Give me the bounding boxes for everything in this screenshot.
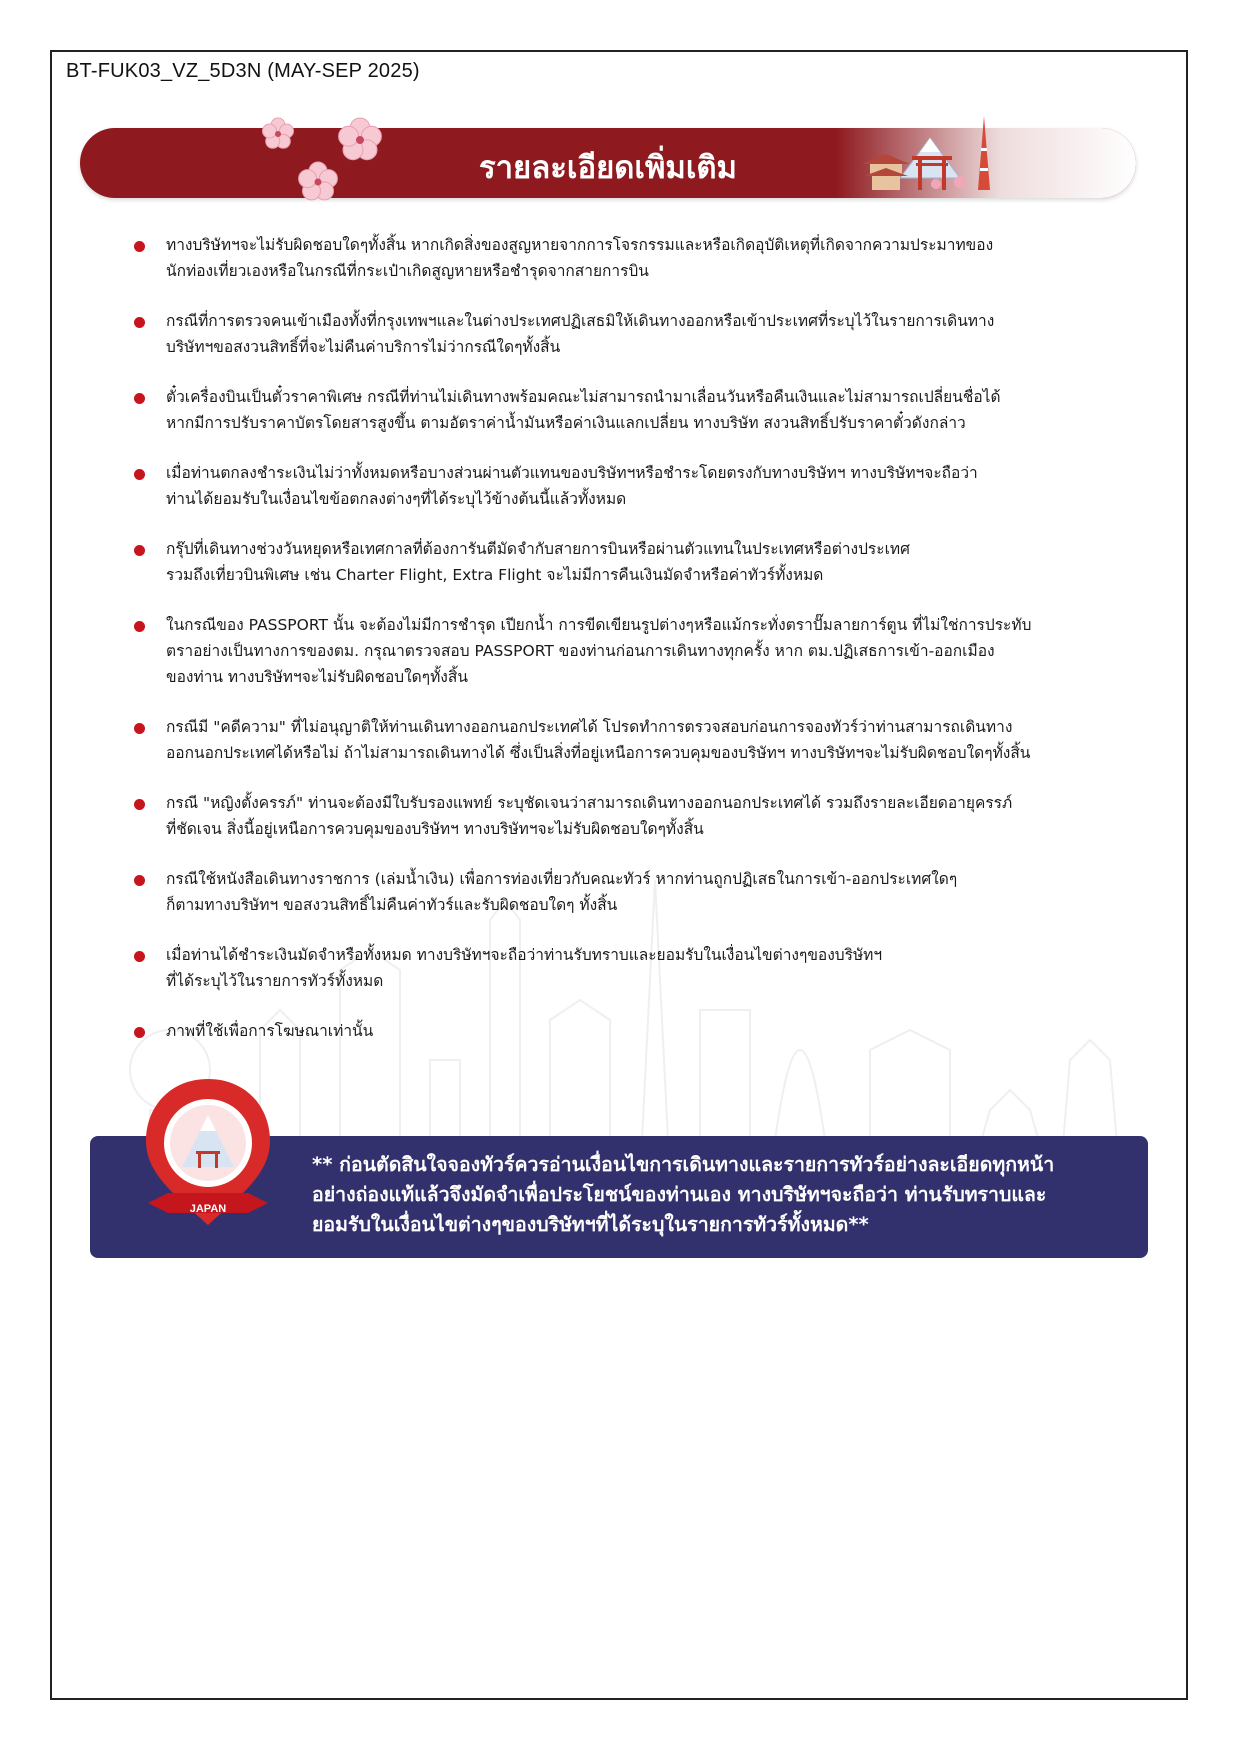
term-line: ภาพที่ใช้เพื่อการโฆษณาเท่านั้น <box>166 1022 374 1040</box>
list-item <box>130 1018 1090 1044</box>
term-line: หากมีการปรับราคาบัตรโดยสารสูงขึ้น ตามอัตราค่าน้ำมันหรือค่าเงินแลกเปลี่ยน ทางบริษัท สงวนสิทธิ์ปรับราคาตั๋วดังกล่าว <box>166 414 966 432</box>
term-line: กรุ๊ปที่เดินทางช่วงวันหยุดหรือเทศกาลที่ต้องการันตีมัดจำกับสายการบินหรือผ่านตัวแทนในประเทศหรือต่างประเทศ <box>166 540 910 558</box>
list-item <box>130 460 1090 512</box>
term-line: ออกนอกประเทศได้หรือไม่ ถ้าไม่สามารถเดินทางได้ ซึ่งเป็นสิ่งที่อยู่เหนือการควบคุมของบริษัทฯ ทางบริษัทฯจะไม่รับผิดชอบใดๆทั้งสิ้น <box>166 744 1031 762</box>
bullet-icon <box>134 1027 145 1038</box>
term-line: กรณี "หญิงตั้งครรภ์" ท่านจะต้องมีใบรับรองแพทย์ ระบุชัดเจนว่าสามารถเดินทางออกนอกประเทศได้ รวมถึงรายละเอียดอายุครรภ์ <box>166 794 1013 812</box>
list-item <box>130 790 1090 842</box>
badge-label: JAPAN <box>189 1203 227 1215</box>
term-line: กรณีใช้หนังสือเดินทางราชการ (เล่มน้ำเงิน) เพื่อการท่องเที่ยวกับคณะทัวร์ หากท่านถูกปฏิเสธในการเข้า-ออกประเทศใดๆ <box>166 870 958 888</box>
term-line: นักท่องเที่ยวเองหรือในกรณีที่กระเป๋าเกิดสูญหายหรือชำรุดจากสายการบิน <box>166 262 649 280</box>
notice-line: ** ก่อนตัดสินใจจองทัวร์ควรอ่านเงื่อนไขการเดินทางและรายการทัวร์อย่างละเอียดทุกหน้า <box>312 1153 1055 1176</box>
bullet-icon <box>134 799 145 810</box>
temple-icon <box>862 154 910 190</box>
term-line: บริษัทฯขอสงวนสิทธิ์ที่จะไม่คืนค่าบริการไม่ว่ากรณีใดๆทั้งสิ้น <box>166 338 561 356</box>
term-line: ทางบริษัทฯจะไม่รับผิดชอบใดๆทั้งสิ้น หากเกิดสิ่งของสูญหายจากการโจรกรรมและหรือเกิดอุบัติเหตุที่เกิดจากความประมาทของ <box>166 236 994 254</box>
bullet-icon <box>134 951 145 962</box>
term-line: กรณีที่การตรวจคนเข้าเมืองทั้งที่กรุงเทพฯและในต่างประเทศปฏิเสธมิให้เดินทางออกหรือเข้าประเทศที่ระบุไว้ในรายการเดินทาง <box>166 312 995 330</box>
list-item <box>130 612 1090 690</box>
tokyo-tower-icon <box>978 116 990 190</box>
list-item <box>130 384 1090 436</box>
list-item <box>130 308 1090 360</box>
term-line: กรณีมี "คดีความ" ที่ไม่อนุญาติให้ท่านเดินทางออกนอกประเทศได้ โปรดทำการตรวจสอบก่อนการจองทัวร์ว่าท่านสามารถเดินทาง <box>166 718 1013 736</box>
bullet-icon <box>134 875 145 886</box>
term-line: ที่ชัดเจน สิ่งนี้อยู่เหนือการควบคุมของบริษัทฯ ทางบริษัทฯจะไม่รับผิดชอบใดๆทั้งสิ้น <box>166 820 704 838</box>
terms-list <box>130 232 1090 1044</box>
list-item <box>130 232 1090 284</box>
bullet-icon <box>134 545 145 556</box>
list-item <box>130 536 1090 588</box>
notice-line: ยอมรับในเงื่อนไขต่างๆของบริษัทฯที่ได้ระบุในรายการทัวร์ทั้งหมด** <box>312 1213 869 1236</box>
list-item <box>130 714 1090 766</box>
term-line: เมื่อท่านได้ชำระเงินมัดจำหรือทั้งหมด ทางบริษัทฯจะถือว่าท่านรับทราบและยอมรับในเงื่อนไขต่างๆของบริษัทฯ <box>166 946 883 964</box>
term-line: ท่านได้ยอมรับในเงื่อนไขข้อตกลงต่างๆที่ได้ระบุไว้ข้างต้นนี้แล้วทั้งหมด <box>166 490 627 508</box>
term-line: ก็ตามทางบริษัทฯ ขอสงวนสิทธิ์ไม่คืนค่าทัวร์และรับผิดชอบใดๆ ทั้งสิ้น <box>166 896 618 914</box>
cherry-blossom-icon <box>250 112 420 212</box>
term-line: ตราอย่างเป็นทางการของตม. กรุณาตรวจสอบ PASSPORT ของท่านก่อนการเดินทางทุกครั้ง หาก ตม.ปฏิเสธการเข้า-ออกเมือง <box>166 642 995 660</box>
bullet-icon <box>134 241 145 252</box>
bullet-icon <box>134 317 145 328</box>
term-line: ของท่าน ทางบริษัทฯจะไม่รับผิดชอบใดๆทั้งสิ้น <box>166 668 468 686</box>
term-line: เมื่อท่านตกลงชำระเงินไม่ว่าทั้งหมดหรือบางส่วนผ่านตัวแทนของบริษัทฯหรือชำระโดยตรงกับทางบริษัทฯ ทางบริษัทฯจะถือว่า <box>166 464 978 482</box>
bullet-icon <box>134 621 145 632</box>
location-pin-icon <box>138 1075 278 1245</box>
document-code: BT-FUK03_VZ_5D3N (MAY-SEP 2025) <box>66 60 420 82</box>
term-line: ตั๋วเครื่องบินเป็นตั๋วราคาพิเศษ กรณีที่ท่านไม่เดินทางพร้อมคณะไม่สามารถนำมาเลื่อนวันหรือคืนเงินและไม่สามารถเปลี่ยนชื่อได้ <box>166 388 1001 406</box>
list-item <box>130 866 1090 918</box>
list-item <box>130 942 1090 994</box>
bullet-icon <box>134 723 145 734</box>
term-line: รวมถึงเที่ยวบินพิเศษ เช่น Charter Flight, Extra Flight จะไม่มีการคืนเงินมัดจำหรือค่าทัวร์ทั้งหมด <box>166 566 824 584</box>
term-line: ที่ได้ระบุไว้ในรายการทัวร์ทั้งหมด <box>166 972 384 990</box>
banner-title: รายละเอียดเพิ่มเติม <box>478 150 737 186</box>
japan-landmarks-icon <box>860 108 1010 200</box>
bullet-icon <box>134 393 145 404</box>
term-line: ในกรณีของ PASSPORT นั้น จะต้องไม่มีการชำรุด เปียกน้ำ การขีดเขียนรูปต่างๆหรือแม้กระทั่งตราปั๊มลายการ์ตูน ที่ไม่ใช่การประทับ <box>166 616 1032 634</box>
notice-line: อย่างถ่องแท้แล้วจึงมัดจำเพื่อประโยชน์ของท่านเอง ทางบริษัทฯจะถือว่า ท่านรับทราบและ <box>312 1183 1047 1206</box>
bullet-icon <box>134 469 145 480</box>
notice-text <box>312 1150 1132 1240</box>
